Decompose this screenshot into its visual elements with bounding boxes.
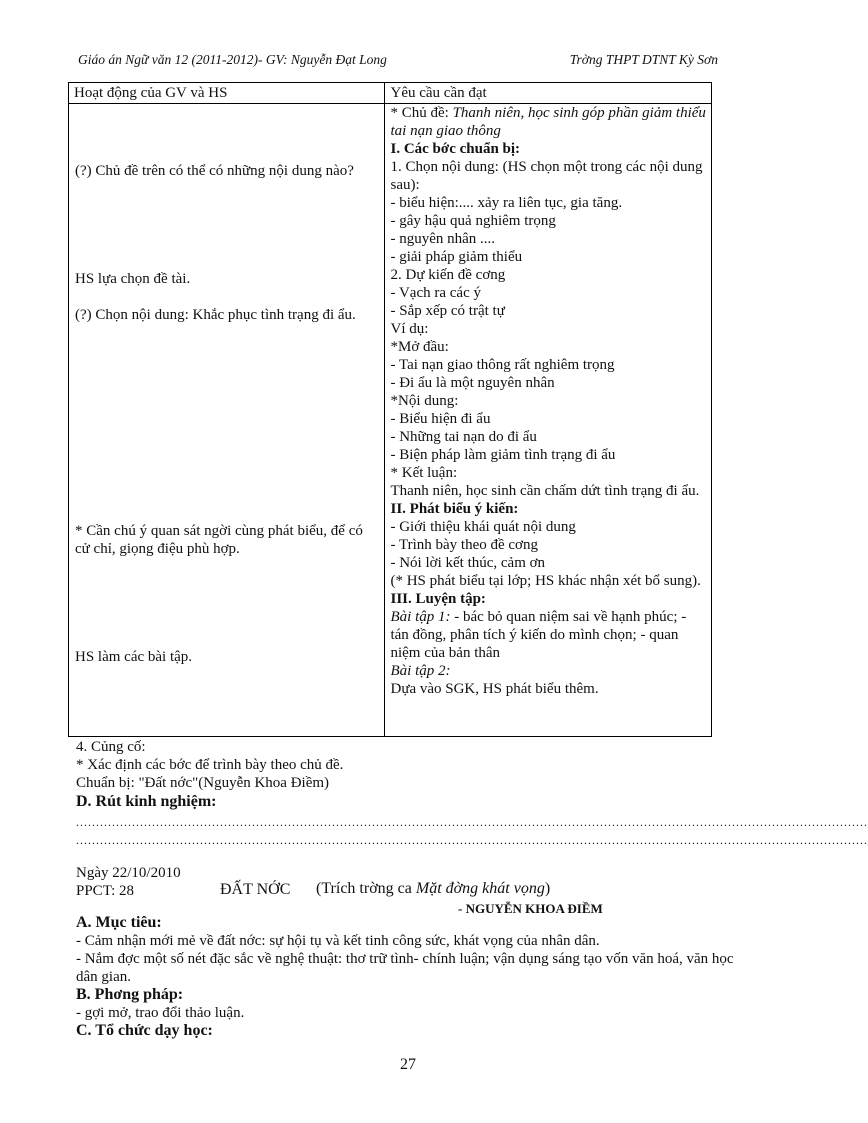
table-body-row [69,104,712,737]
left-item: HS lựa chọn đề tài. [75,271,191,287]
requirement-line: - giải pháp giảm thiểu [390,249,523,265]
lesson-title: ĐẤT NỚC [220,881,291,898]
organization-heading: C. Tổ chức dạy học: [76,1022,213,1039]
col-header-activities: Hoạt động của GV và HS [69,83,385,104]
lesson-activity-table [68,82,712,737]
objective-line: - Cảm nhận mới mẻ về đất nớc: sự hội tụ và kết tinh công sức, khát vọng của nhân dân. [76,933,600,949]
requirement-line: - Tai nạn giao thông rất nghiêm trọng [390,357,615,373]
exercise-2-text: Dựa vào SGK, HS phát biểu thêm. [390,681,599,697]
consolidate-line: * Xác định các bớc để trình bày theo chủ đề. [76,757,344,773]
methods-line: - gợi mở, trao đổi thảo luận. [76,1005,245,1021]
table-header-row [69,83,712,104]
header-left: Giáo án Ngữ văn 12 (2011-2012)- GV: Nguyễn Đạt Long [78,52,387,67]
preparation-lines [390,158,706,500]
left-item: HS làm các bài tập. [75,649,193,665]
objective-line: - Nắm đợc một số nét đặc sắc về nghệ thuật: thơ trữ tình- chính luận; vận dụng sáng tạo vốn văn hoá, văn học dân gian. [76,951,734,985]
requirement-line: - Biểu hiện đi ẩu [390,411,491,427]
requirement-line: *Mở đầu: [390,339,449,355]
requirement-line: - Nói lời kết thúc, cảm ơn [390,555,546,571]
requirement-line: Ví dụ: [390,321,429,337]
requirement-line: - Giới thiệu khái quát nội dung [390,519,576,535]
requirement-line: 2. Dự kiến đề cơng [390,267,506,283]
activities-cell [69,104,385,737]
lesson-author: - NGUYỄN KHOA ĐIỀM [458,901,603,916]
requirement-line: (* HS phát biểu tại lớp; HS khác nhận xét bổ sung). [390,573,701,589]
requirement-line: - Biện pháp làm giảm tình trạng đi ẩu [390,447,616,463]
requirement-line: *Nội dung: [390,393,459,409]
section-heading: III. Luyện tập: [390,591,486,607]
preparation-note: Chuẩn bị: "Đất nớc"(Nguyễn Khoa Điềm) [76,775,330,791]
page-number: 27 [400,1056,416,1073]
left-item: * Cần chú ý quan sát ngời cùng phát biểu, để có cử chỉ, giọng điệu phù hợp. [75,523,363,557]
requirement-line: - Đi ẩu là một nguyên nhân [390,375,555,391]
requirement-line: - nguyên nhân .... [390,231,496,247]
left-item: (?) Chọn nội dung: Khắc phục tình trạng đi ẩu. [75,307,356,323]
requirement-line: - Những tai nạn do đi ẩu [390,429,537,445]
lesson-date: Ngày 22/10/2010 [76,865,181,881]
speaking-lines [390,518,706,590]
requirement-line: * Kết luận: [390,465,458,481]
topic-text: Thanh niên, học sinh góp phần giảm thiểu tai nạn giao thông [390,105,706,139]
requirement-line: - gây hậu quả nghiêm trọng [390,213,556,229]
left-item: (?) Chủ đề trên có thể có những nội dung nào? [75,163,354,179]
objectives-heading: A. Mục tiêu: [76,914,162,931]
section-heading: II. Phát biểu ý kiến: [390,501,519,517]
requirement-line: - Trình bày theo đề cơng [390,537,538,553]
lesson-subtitle: (Trích trờng ca Mặt đờng khát vọng) [316,880,551,897]
ppct: PPCT: 28 [76,883,135,899]
requirements-cell [385,104,712,737]
header-right: Trờng THPT DTNT Kỳ Sơn [569,52,718,67]
section-heading: I. Các bớc chuẩn bị: [390,141,521,157]
dotted-line: ...................................................................................................................................................................................................... [76,833,868,847]
topic-line: * Chủ đề: Thanh niên, học sinh góp phần giảm thiểu tai nạn giao thông [390,105,706,139]
requirement-line: 1. Chọn nội dung: (HS chọn một trong các nội dung sau): [390,159,703,193]
exercise-1: Bài tập 1: - bác bỏ quan niệm sai về hạnh phúc; - tán đồng, phân tích ý kiến do mình chọn; - quan niệm của bản thân [390,609,687,661]
methods-heading: B. Phơng pháp: [76,986,184,1003]
page-header [78,52,718,68]
requirement-line: Thanh niên, học sinh cần chấm dứt tình trạng đi ẩu. [390,483,700,499]
requirement-line: - Vạch ra các ý [390,285,481,301]
consolidate-heading: 4. Củng cố: [76,739,146,755]
experience-heading: D. Rút kinh nghiệm: [76,793,217,810]
requirement-line: - Sắp xếp có trật tự [390,303,505,319]
col-header-requirements: Yêu cầu cần đạt [385,83,712,104]
requirement-line: - biểu hiện:.... xảy ra liên tục, gia tăng. [390,195,623,211]
work-title: Mặt đờng khát vọng [415,880,545,897]
dotted-line: ...................................................................................................................................................................................................... [76,815,868,829]
exercise-2-label: Bài tập 2: [390,663,451,679]
